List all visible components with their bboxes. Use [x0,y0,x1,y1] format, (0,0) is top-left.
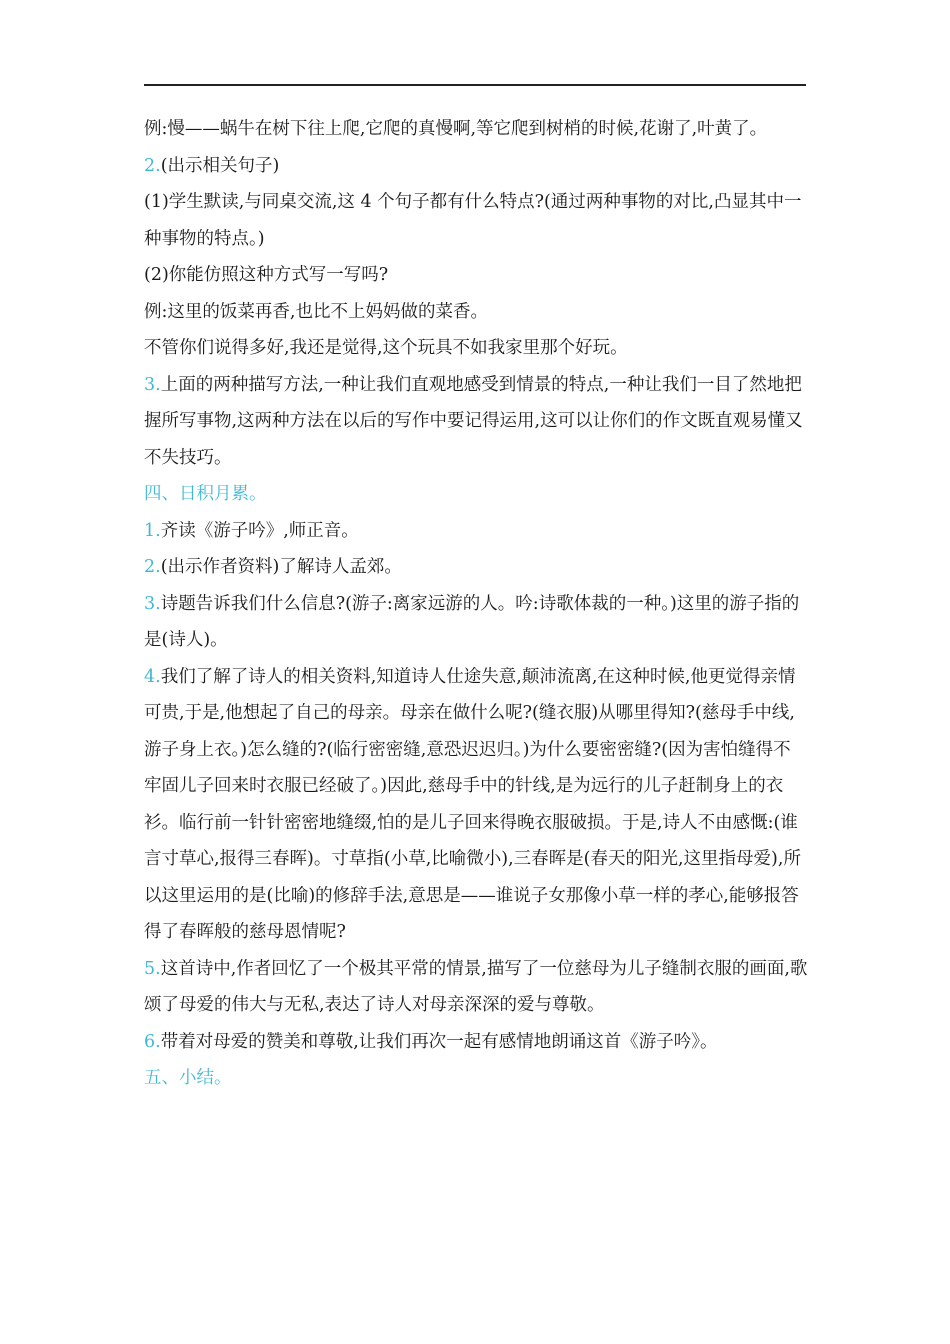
item-number: 6. [144,1031,161,1052]
item-number: 3. [144,593,161,614]
paragraph-text: (出示作者资料)了解诗人孟郊。 [160,557,402,577]
paragraph-text: 不管你们说得多好,我还是觉得,这个玩具不如我家里那个好玩。 [144,338,628,358]
item-number: 1. [144,520,161,541]
paragraph [144,951,808,1024]
paragraph-text: 我们了解了诗人的相关资料,知道诗人仕途失意,颠沛流离,在这种时候,他更觉得亲情可贵,于是,他想起了自己的母亲。母亲在做什么呢?(缝衣服)从哪里得知?(慈母手中线,游子身上衣。)怎么缝的?(临行密密缝,意恐迟迟归。)为什么要密密缝?(因为害怕缝得不牢固儿子回来时衣服已经破了。)因此,慈母手中的针线,是为远行的儿子赶制身上的衣衫。临行前一针针密密地缝缀,怕的是儿子回来得晚衣服破损。于是,诗人不由感慨:(谁言寸草心,报得三春晖)。寸草指(小草,比喻微小),三春晖是(春天的阳光,这里指母爱),所以这里运用的是(比喻)的修辞手法,意思是——谁说子女那像小草一样的孝心,能够报答得了春晖般的慈母恩情呢? [144,666,801,942]
item-number: 2. [144,557,161,577]
item-number: 2. [144,155,161,176]
paragraph [144,367,808,477]
paragraph-text: 齐读《游子吟》,师正音。 [160,520,359,541]
paragraph [144,294,808,331]
paragraph [144,148,808,185]
paragraph-text: (1)学生默读,与同桌交流,这 4 个句子都有什么特点?(通过两种事物的对比,凸显其中一种事物的特点。) [144,192,802,249]
section-heading: 四、日积月累。 [144,484,267,504]
header-rule [144,84,806,86]
paragraph [144,184,808,257]
section-heading: 五、小结。 [144,1068,232,1088]
paragraph-text: 这首诗中,作者回忆了一个极其平常的情景,描写了一位慈母为儿子缝制衣服的画面,歌颂了母爱的伟大与无私,表达了诗人对母亲深深的爱与尊敬。 [144,958,808,1015]
paragraph [144,513,808,550]
item-number: 3. [144,374,161,395]
paragraph-text: 例:慢——蜗牛在树下往上爬,它爬的真慢啊,等它爬到树梢的时候,花谢了,叶黄了。 [144,119,768,139]
item-number: 4. [144,666,161,687]
document-body [144,111,808,1097]
paragraph [144,257,808,294]
paragraph-text: 上面的两种描写方法,一种让我们直观地感受到情景的特点,一种让我们一目了然地把握所写事物,这两种方法在以后的写作中要记得运用,这可以让你们的作文既直观易懂又不失技巧。 [144,374,803,468]
paragraph [144,111,808,148]
paragraph [144,659,808,951]
paragraph-text: 例:这里的饭菜再香,也比不上妈妈做的菜香。 [144,301,488,322]
paragraph [144,330,808,367]
item-number: 5. [144,958,161,979]
paragraph [144,1024,808,1061]
paragraph [144,586,808,659]
paragraph-text: 诗题告诉我们什么信息?(游子:离家远游的人。吟:诗歌体裁的一种。)这里的游子指的是(诗人)。 [144,593,800,650]
paragraph-text: (2)你能仿照这种方式写一写吗? [144,265,389,285]
paragraph-text: (出示相关句子) [160,155,280,176]
paragraph-text: 带着对母爱的赞美和尊敬,让我们再次一起有感情地朗诵这首《游子吟》。 [160,1031,718,1052]
paragraph [144,549,808,586]
